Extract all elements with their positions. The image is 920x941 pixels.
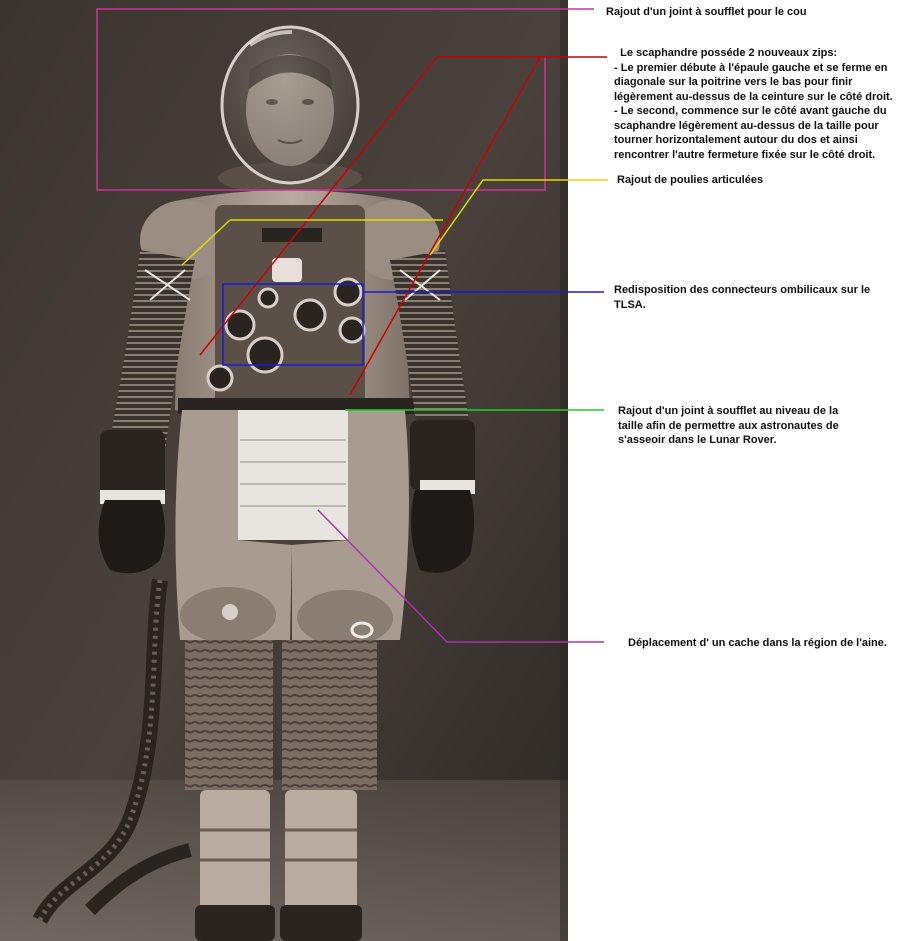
label-groin-cover: Déplacement d' un cache dans la région de l'aine. [628,637,887,649]
label-waist-joint: Rajout d'un joint à soufflet au niveau de la taille afin de permettre aux astronautes de s'asseoir dans le Lunar Rover. [618,405,839,446]
label-umbilical: Redisposition des connecteurs ombilicaux sur le TLSA. [614,284,871,311]
label-zips: Le scaphandre posséde 2 nouveaux zips: - Le premier débute à l'épaule gauche et se ferme en diagonale sur la poitrine vers le bas pour finir légèrement au-dessus de la ceinture sur le côté droit. - Le second, commence sur le côté avant gauche du scaphandre légèrement au-dessus de la taille pour tourner horizontalement autour du dos et ainsi rencontrer l'autre fermeture fixée sur le côté droit. [614,47,893,161]
label-neck-joint: Rajout d'un joint à soufflet pour le cou [606,6,807,18]
label-pulleys: Rajout de poulies articulées [617,174,764,186]
